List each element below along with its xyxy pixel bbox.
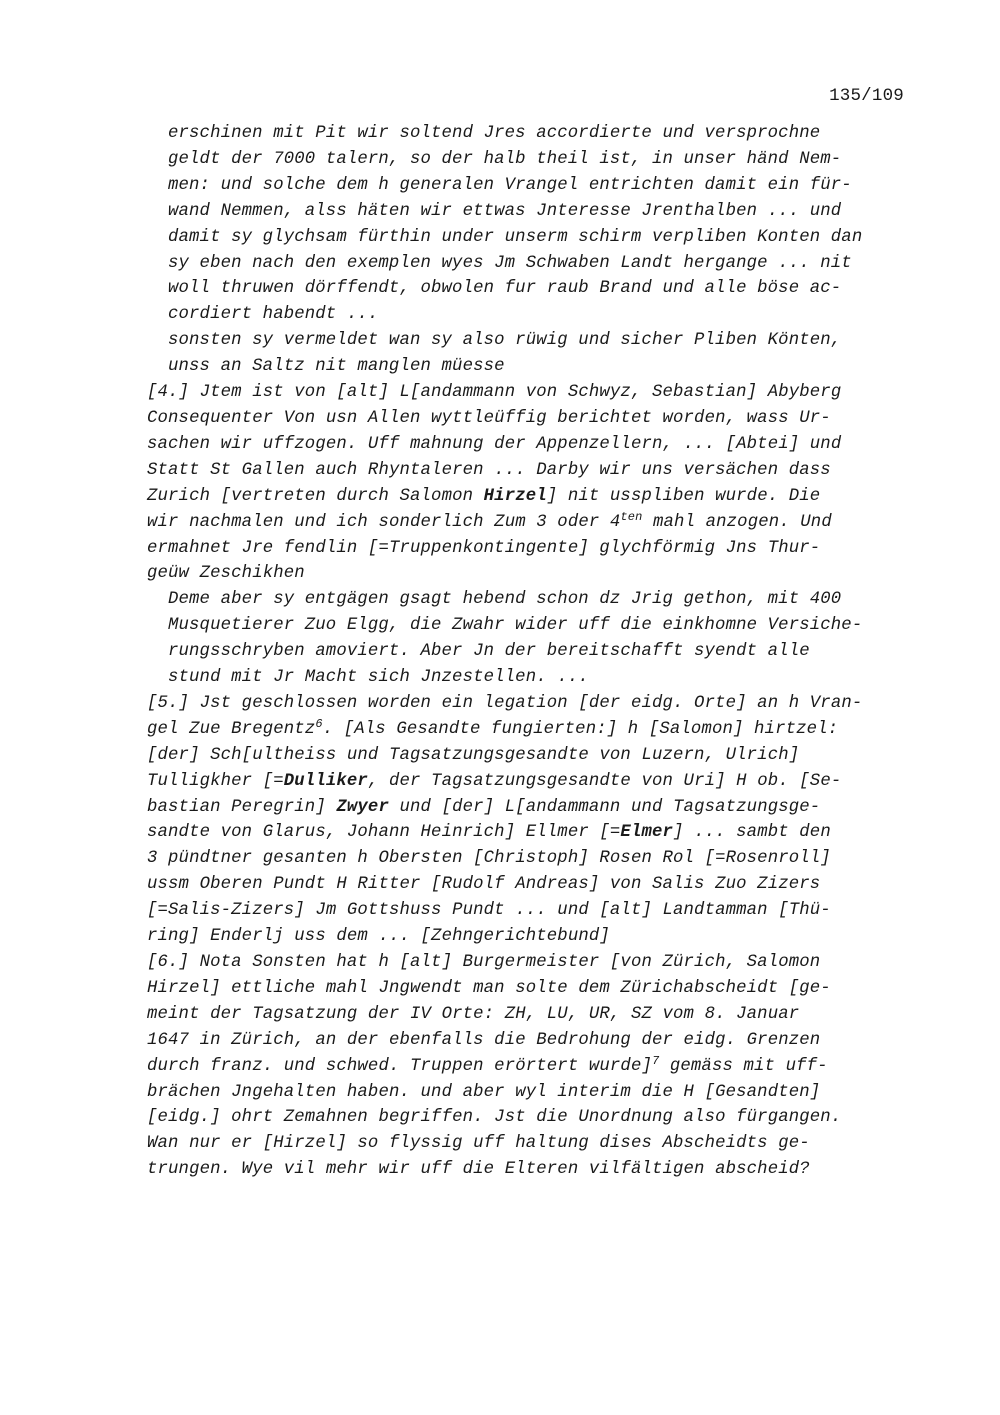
text-line	[147, 509, 917, 536]
text-segment: mahl anzogen. Und	[642, 512, 832, 532]
text-line: cordiert habendt ...	[168, 305, 379, 325]
text-line: stund mit Jr Macht sich Jnzestellen. ...	[168, 668, 589, 688]
text-line	[147, 484, 917, 510]
page-number: 135/109	[829, 86, 904, 106]
text-line: [5.] Jst geschlossen worden ein legation [der eidg. Orte] an h Vran-	[147, 693, 863, 713]
text-line: ring] Enderlj uss dem ... [Zehngerichtebund]	[147, 927, 610, 947]
bold-name-zwyer: Zwyer	[336, 797, 389, 817]
text-line: unss an Saltz nit manglen müesse	[168, 357, 505, 377]
text-line	[147, 795, 917, 821]
text-line: brächen Jngehalten haben. und aber wyl interim die H [Gesandten]	[147, 1082, 821, 1102]
text-line	[147, 1053, 917, 1080]
text-line: geüw Zeschikhen	[147, 564, 305, 584]
text-segment: und [der] L[andammann und Tagsatzungsge-	[388, 797, 821, 817]
text-line: geldt der 7000 talern, so der halb theil ist, in unser händ Nem-	[168, 149, 842, 169]
text-segment: ] ... sambt den	[673, 823, 831, 843]
text-line: sonsten sy vermeldet wan sy also rüwig und sicher Pliben Könten,	[168, 331, 842, 351]
text-line: [6.] Nota Sonsten hat h [alt] Burgermeister [von Zürich, Salomon	[147, 953, 821, 972]
text-segment: gemäss mit uff-	[659, 1056, 828, 1076]
text-line: [=Salis-Zizers] Jm Gottshuss Pundt ... und [alt] Landtamman [Thü-	[147, 901, 831, 921]
paragraph-4-continued	[147, 587, 917, 691]
text-line: [eidg.] ohrt Zemahnen begriffen. Jst die Unordnung also fürgangen.	[147, 1108, 842, 1128]
text-line: Hirzel] ettliche mahl Jngwendt man solte dem Zürichabscheidt [ge-	[147, 978, 831, 998]
text-segment: Zurich [vertreten durch Salomon	[147, 486, 484, 506]
text-line: wand Nemmen, alss häten wir ettwas Jnteresse Jrenthalben ... und	[168, 201, 842, 221]
text-segment: gel Zue Bregentz	[147, 719, 316, 739]
text-segment: bastian Peregrin]	[147, 797, 337, 817]
text-line: sachen wir uffzogen. Uff mahnung der Appenzellern, ... [Abtei] und	[147, 434, 842, 454]
superscript: ten	[620, 509, 643, 524]
text-segment: sandte von Glarus, Johann Heinrich] Ellmer [=	[147, 823, 621, 843]
text-segment: . [Als Gesandte fungierten:] h [Salomon] hirtzel:	[322, 719, 839, 739]
text-line: Musquetierer Zuo Elgg, die Zwahr wider uff die einkhomne Versiche-	[168, 616, 863, 636]
text-segment: Tulligkher [=	[147, 771, 284, 791]
text-line: erschinen mit Pit wir soltend Jres accordierte und versprochne	[168, 124, 821, 143]
text-line: trungen. Wye vil mehr wir uff die Elteren vilfältigen abscheid?	[147, 1160, 810, 1180]
text-line: meint der Tagsatzung der IV Orte: ZH, LU, UR, SZ vom 8. Januar	[147, 1004, 800, 1024]
text-line: ermahnet Jre fendlin [=Truppenkontingente] glychförmig Jns Thur-	[147, 538, 821, 558]
text-line: Consequenter Von usn Allen wyttleüffig berichtet worden, wass Ur-	[147, 408, 831, 428]
text-segment: , der Tagsatzungsgesandte von Uri] H ob. [Se-	[367, 771, 842, 791]
text-line: rungsschryben amoviert. Aber Jn der bereitschafft syendt alle	[168, 642, 810, 662]
text-line: Statt St Gallen auch Rhyntaleren ... Darby wir uns versächen dass	[147, 460, 831, 480]
footnote-marker: 7	[651, 1053, 660, 1068]
paragraph-2	[147, 328, 917, 380]
paragraph-6	[147, 950, 917, 1183]
text-line: [der] Sch[ultheiss und Tagsatzungsgesandte von Luzern, Ulrich]	[147, 745, 800, 765]
text-line: Wan nur er [Hirzel] so flyssig uff haltung dises Abscheidts ge-	[147, 1134, 810, 1154]
text-line: [4.] Jtem ist von [alt] L[andammann von Schwyz, Sebastian] Abyberg	[147, 383, 842, 403]
text-line	[147, 820, 917, 846]
text-line: 3 pündtner gesanten h Obersten [Christoph] Rosen Rol [=Rosenroll]	[147, 849, 831, 869]
text-line: damit sy glychsam fürthin under unserm schirm verpliben Konten dan	[168, 227, 863, 247]
text-line	[147, 769, 917, 795]
text-line: ussm Oberen Pundt H Ritter [Rudolf Andreas] von Salis Zuo Zizers	[147, 875, 821, 895]
paragraph-1	[147, 121, 917, 328]
text-segment: durch franz. und schwed. Truppen erörtert wurde]	[147, 1056, 652, 1076]
text-segment: wir nachmalen und ich sonderlich Zum 3 oder 4	[147, 512, 621, 532]
document-body	[147, 121, 917, 1183]
text-line: 1647 in Zürich, an der ebenfalls die Bedrohung der eidg. Grenzen	[147, 1030, 821, 1050]
footnote-marker: 6	[315, 716, 323, 731]
text-line: Deme aber sy entgägen gsagt hebend schon dz Jrig gethon, mit 400	[168, 590, 842, 610]
text-line	[147, 716, 917, 743]
paragraph-4	[147, 380, 917, 587]
bold-name-hirzel: Hirzel	[483, 486, 547, 506]
paragraph-5	[147, 691, 917, 950]
bold-name-elmer: Elmer	[620, 823, 674, 843]
text-line: woll thruwen dörffendt, obwolen fur raub Brand und alle böse ac-	[168, 279, 842, 299]
bold-name-dulliker: Dulliker	[283, 771, 368, 791]
text-line: men: und solche dem h generalen Vrangel entrichten damit ein für-	[168, 175, 852, 195]
text-line: sy eben nach den exemplen wyes Jm Schwaben Landt hergange ... nit	[168, 253, 852, 273]
text-segment: ] nit usspliben wurde. Die	[546, 486, 821, 506]
